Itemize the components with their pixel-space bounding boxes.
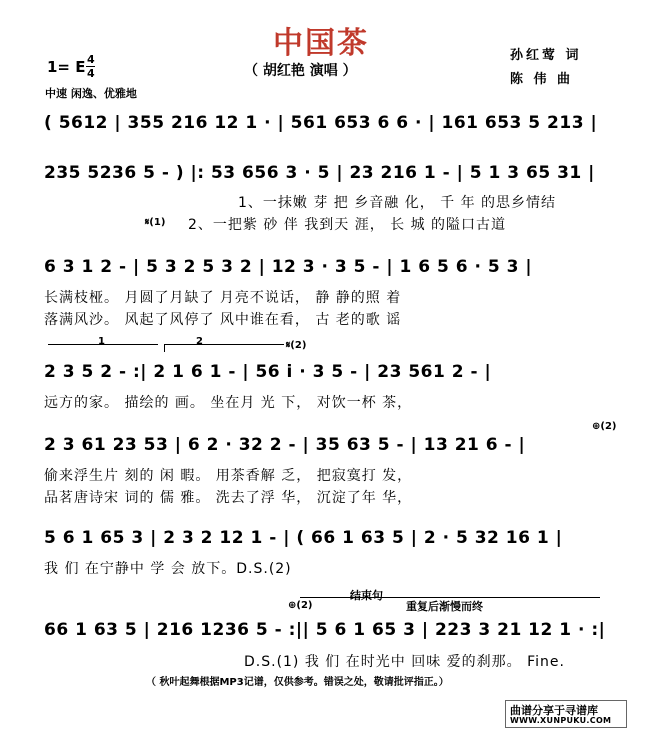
score-line-5: 2 3 61 23 53 | 6 2 · 32 2 - | 35 63 5 - | 13 21 6 - | xyxy=(44,435,526,455)
verse-line-e: 我 们 在宁静中 学 会 放下。D.S.(2) xyxy=(44,561,292,577)
verse-2-line-b: 落满风沙。 风起了风停了 风中谁在看， 古 老的歌 谣 xyxy=(44,312,402,328)
ending-label: 结束句 xyxy=(350,589,383,602)
verse-1-line-d: 偷来浮生片 刻的 闲 暇。 用茶香解 乏， 把寂寞打 发， xyxy=(44,468,413,484)
score-line-7: 66 1 63 5 | 216 1236 5 - :|| 5 6 1 65 3 | 223 3 21 12 1 · :| xyxy=(44,620,606,640)
key-signature: 1= E xyxy=(47,58,86,76)
transcription-note: （ 秋叶起舞根据MP3记谱，仅供参考。错误之处，敬请批评指正。） xyxy=(146,677,449,688)
verse-line-c: 远方的家。 描绘的 画。 坐在月 光 下， 对饮一杯 茶， xyxy=(44,395,413,411)
coda-mark-2: ⊕(2) xyxy=(288,600,313,611)
site-watermark xyxy=(505,700,627,728)
verse-2-line-a: 2、一把紫 砂 伴 我到天 涯， 长 城 的隘口古道 xyxy=(188,217,507,233)
composer: 陈 伟 曲 xyxy=(510,72,574,87)
score-line-3: 6 3 1 2 - | 5 3 2 5 3 2 | 12 3 · 3 5 - | 1 6 5 6 · 5 3 | xyxy=(44,257,533,277)
site-name: 曲谱分享于寻谱库 xyxy=(510,704,598,717)
segno-1: 𝄋(1) xyxy=(145,217,166,228)
volta-1-label: 1 xyxy=(98,336,105,347)
volta-2-tick xyxy=(164,344,165,352)
verse-1-line-a: 1、一抹嫩 芽 把 乡音融 化， 千 年 的思乡情结 xyxy=(238,195,557,211)
site-url: WWW.XUNPUKU.COM xyxy=(510,716,612,725)
volta-2-label: 2 xyxy=(196,336,203,347)
performer: （ 胡红艳 演唱 ） xyxy=(244,63,357,79)
lyricist: 孙红莺 词 xyxy=(510,48,582,63)
time-signature-top: 4 xyxy=(87,53,95,66)
verse-1-line-b: 长满枝桠。 月圆了月缺了 月亮不说话， 静 静的照 着 xyxy=(44,290,402,306)
tempo-marking: 中速 闲逸、优雅地 xyxy=(45,87,137,100)
song-title: 中国茶 xyxy=(273,26,369,61)
score-line-1: ( 5612 | 355 216 12 1 · | 561 653 6 6 · | 161 653 5 213 | xyxy=(44,113,598,133)
score-line-4: 2 3 5 2 - :| 2 1 6 1 - | 56 i · 3 5 - | 23 561 2 - | xyxy=(44,362,492,382)
verse-line-f: D.S.(1) 我 们 在时光中 回味 爱的刹那。 Fine. xyxy=(244,654,565,670)
volta-2-bracket xyxy=(164,344,284,345)
score-line-6: 5 6 1 65 3 | 2 3 2 12 1 - | ( 66 1 63 5 | 2 · 5 32 16 1 | xyxy=(44,528,563,548)
time-signature-bottom: 4 xyxy=(87,67,95,80)
segno-2: 𝄋(2) xyxy=(286,340,307,351)
coda-mark-1: ⊕(2) xyxy=(592,421,617,432)
repeat-instruction: 重复后渐慢而终 xyxy=(406,600,483,613)
score-line-2: 235 5236 5 - ) |: 53 656 3 · 5 | 23 216 1 - | 5 1 3 65 31 | xyxy=(44,163,595,183)
verse-2-line-d: 品茗唐诗宋 词的 儒 雅。 洗去了浮 华， 沉淀了年 华， xyxy=(44,490,413,506)
